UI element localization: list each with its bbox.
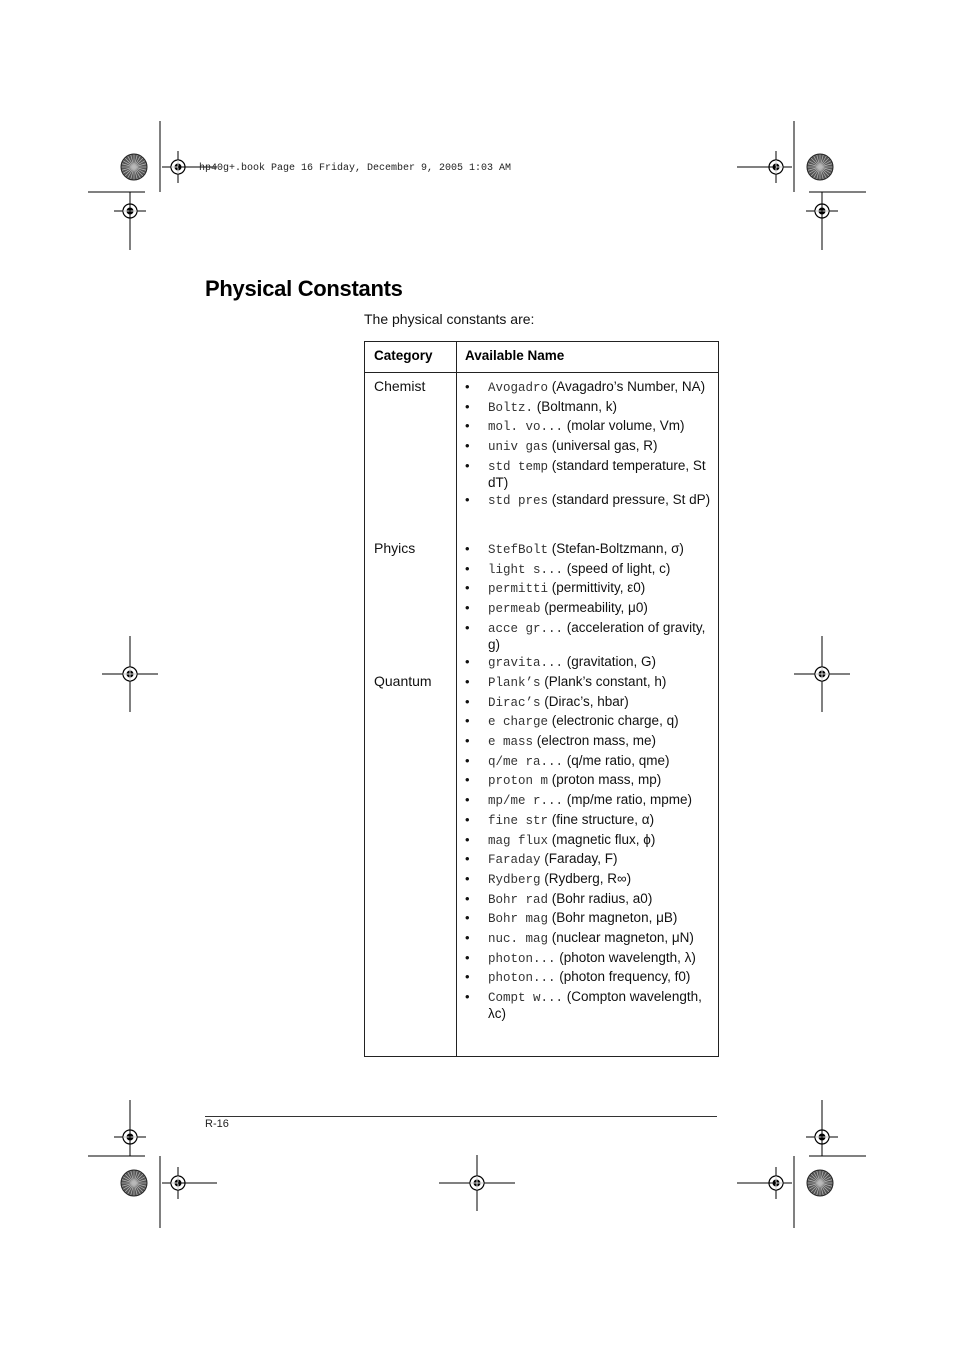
constant-code: mp/me r...: [488, 794, 564, 809]
constant-item: [465, 753, 713, 770]
constant-code: nuc. mag: [488, 931, 549, 946]
constant-code: std temp: [488, 459, 549, 474]
bullet-icon: •: [465, 560, 470, 576]
constant-item: [465, 620, 713, 652]
constant-code: light s...: [488, 562, 564, 577]
constant-item: [465, 891, 713, 908]
constant-description: (universal gas, R): [548, 438, 658, 454]
constant-item: [465, 399, 713, 416]
bullet-icon: •: [465, 910, 470, 926]
constant-item: [465, 418, 713, 435]
constant-description: (Bohr magneton, μB): [548, 910, 678, 926]
footer-rule: [205, 1116, 717, 1117]
bullet-icon: •: [465, 851, 470, 867]
constant-item: [465, 654, 713, 671]
physics-list: [465, 541, 713, 674]
constant-code: q/me ra...: [488, 754, 564, 769]
constant-description: (Avagadro’s Number, NA): [548, 379, 706, 394]
bullet-icon: •: [465, 831, 470, 847]
constant-description: (standard temperature, St dT): [488, 457, 706, 490]
constant-item: [465, 580, 713, 597]
constant-code: proton m: [488, 774, 549, 789]
bullet-icon: •: [465, 693, 470, 709]
page-title: Physical Constants: [205, 276, 403, 301]
constant-item: [465, 772, 713, 789]
constant-item: [465, 694, 713, 711]
constant-item: [465, 950, 713, 967]
bullet-icon: •: [465, 438, 470, 454]
bullet-icon: •: [465, 969, 470, 985]
constant-description: (Bohr radius, a0): [548, 890, 653, 906]
bullet-icon: •: [465, 580, 470, 596]
constant-item: [465, 733, 713, 750]
constant-code: Faraday: [488, 853, 541, 868]
constant-code: StefBolt: [488, 543, 549, 557]
constant-description: (proton mass, mp): [548, 772, 662, 788]
constant-item: [465, 851, 713, 868]
bullet-icon: •: [465, 811, 470, 827]
bullet-icon: •: [465, 492, 470, 508]
constant-code: acce gr...: [488, 621, 564, 636]
bullet-icon: •: [465, 379, 470, 394]
constant-code: Boltz.: [488, 400, 534, 415]
constant-item: [465, 713, 713, 730]
intro-text: The physical constants are:: [364, 311, 535, 327]
bullet-icon: •: [465, 457, 470, 473]
bullet-icon: •: [465, 752, 470, 768]
bullet-icon: •: [465, 989, 470, 1004]
constant-description: (Plank’s constant, h): [540, 674, 667, 689]
header-divider: [365, 372, 718, 373]
constant-code: mag flux: [488, 833, 549, 848]
constant-item: [465, 600, 713, 617]
bullet-icon: •: [465, 949, 470, 965]
constant-description: (permeability, μ0): [540, 600, 648, 616]
constant-code: std pres: [488, 494, 549, 509]
chemist-list: [465, 379, 713, 512]
color-target-icon: [134, 167, 135, 168]
constant-description: (nuclear magneton, μN): [548, 929, 694, 945]
bullet-icon: •: [465, 870, 470, 886]
constant-code: Plank’s: [488, 676, 541, 690]
crop-line: [0, 0, 1, 1]
bullet-icon: •: [465, 418, 470, 434]
category-physics: Phyics: [374, 540, 416, 556]
constant-description: (Dirac’s, hbar): [540, 693, 629, 709]
constant-code: Bohr mag: [488, 912, 549, 927]
constant-item: [465, 812, 713, 829]
constant-item: [465, 674, 713, 691]
print-header: hp40g+.book Page 16 Friday, December 9, 2005 1:03 AM: [199, 163, 512, 174]
constant-code: photon...: [488, 951, 556, 966]
color-target-icon: [820, 1183, 821, 1184]
constant-description: (Boltmann, k): [533, 398, 618, 414]
column-divider: [456, 342, 457, 1056]
constant-description: (Rydberg, R∞): [540, 870, 632, 886]
registration-mark-icon: [776, 167, 777, 168]
constant-description: (molar volume, Vm): [563, 418, 685, 434]
constant-description: (Stefan-Boltzmann, σ): [548, 541, 684, 556]
constant-item: [465, 438, 713, 455]
constant-item: [465, 458, 713, 490]
category-quantum: Quantum: [374, 673, 432, 689]
constant-code: Dirac’s: [488, 695, 541, 710]
registration-mark-icon: [130, 674, 131, 675]
constant-code: Bohr rad: [488, 892, 549, 907]
constant-item: [465, 792, 713, 809]
constant-code: fine str: [488, 813, 549, 828]
constant-description: (fine structure, α): [548, 811, 655, 827]
registration-mark-icon: [776, 1183, 777, 1184]
bullet-icon: •: [465, 619, 470, 635]
constant-description: (permittivity, ε0): [548, 580, 646, 596]
page-number: R-16: [205, 1118, 229, 1130]
constant-description: (photon wavelength, λ): [555, 949, 696, 965]
constant-code: gravita...: [488, 656, 564, 671]
bullet-icon: •: [465, 654, 470, 670]
bullet-icon: •: [465, 541, 470, 556]
constant-code: permeab: [488, 602, 541, 617]
constant-description: (mp/me ratio, mpme): [563, 792, 693, 808]
constant-item: [465, 832, 713, 849]
bullet-icon: •: [465, 398, 470, 414]
constant-code: univ gas: [488, 440, 549, 455]
constant-description: (electron mass, me): [533, 733, 657, 749]
constant-code: e charge: [488, 715, 549, 730]
constant-description: (q/me ratio, qme): [563, 752, 670, 768]
constant-item: [465, 379, 713, 396]
constant-code: permitti: [488, 582, 549, 597]
bullet-icon: •: [465, 713, 470, 729]
constant-item: [465, 561, 713, 578]
constant-description: (Faraday, F): [540, 851, 618, 867]
registration-mark-icon: [822, 674, 823, 675]
quantum-list: [465, 674, 713, 1024]
constant-item: [465, 989, 713, 1021]
bullet-icon: •: [465, 890, 470, 906]
header-available-name: Available Name: [465, 348, 565, 363]
bullet-icon: •: [465, 929, 470, 945]
category-chemist: Chemist: [374, 378, 426, 394]
constant-code: mol. vo...: [488, 420, 564, 435]
constant-description: (magnetic flux, ϕ): [548, 831, 656, 847]
constant-description: (gravitation, G): [563, 654, 657, 670]
header-category: Category: [374, 348, 433, 363]
constant-item: [465, 871, 713, 888]
registration-mark-icon: [477, 1183, 478, 1184]
constant-item: [465, 910, 713, 927]
constants-table: [364, 341, 719, 1057]
bullet-icon: •: [465, 792, 470, 808]
constant-description: (acceleration of gravity, g): [488, 619, 706, 652]
constant-item: [465, 541, 713, 558]
constant-description: (electronic charge, q): [548, 713, 679, 729]
constant-item: [465, 969, 713, 986]
constant-description: (photon frequency, f0): [555, 969, 691, 985]
constant-code: e mass: [488, 735, 534, 750]
constant-code: Rydberg: [488, 872, 541, 887]
color-target-icon: [820, 167, 821, 168]
bullet-icon: •: [465, 733, 470, 749]
constant-description: (standard pressure, St dP): [548, 492, 711, 508]
constant-item: [465, 492, 713, 509]
constant-code: Avogadro: [488, 381, 549, 395]
color-target-icon: [134, 1183, 135, 1184]
constant-description: (Compton wavelength, λc): [488, 989, 702, 1021]
constant-item: [465, 930, 713, 947]
bullet-icon: •: [465, 600, 470, 616]
bullet-icon: •: [465, 772, 470, 788]
bullet-icon: •: [465, 674, 470, 689]
constant-code: photon...: [488, 971, 556, 986]
constant-description: (speed of light, c): [563, 560, 671, 576]
constant-code: Compt w...: [488, 991, 564, 1005]
